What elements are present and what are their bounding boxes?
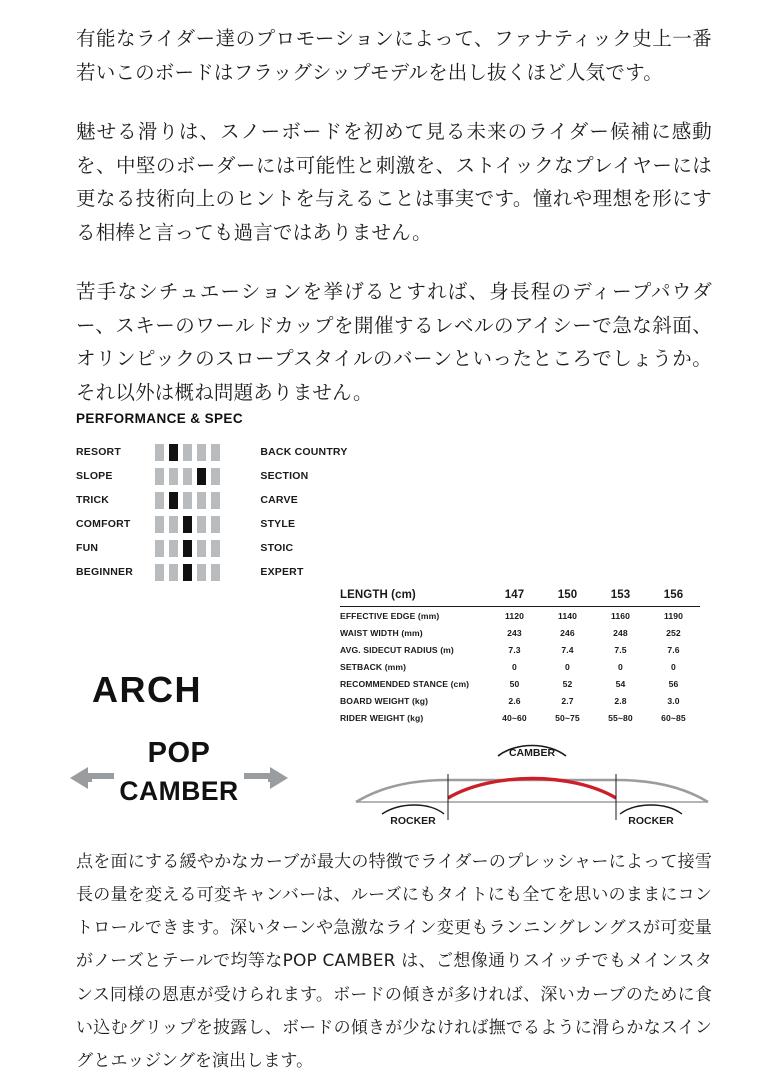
slider-bar bbox=[183, 492, 192, 509]
performance-slider-row bbox=[76, 440, 362, 464]
slider-label-left: TRICK bbox=[76, 494, 110, 506]
slider-bar bbox=[211, 540, 220, 557]
outro-copy bbox=[76, 846, 712, 1078]
spec-row-label: RECOMMENDED STANCE (cm) bbox=[340, 678, 470, 689]
performance-slider-row bbox=[76, 536, 362, 560]
slider-bar bbox=[197, 516, 206, 533]
slider-bars bbox=[155, 536, 246, 560]
performance-slider-row bbox=[76, 488, 362, 512]
spec-cell: 1160 bbox=[610, 610, 631, 621]
slider-bar bbox=[183, 444, 192, 461]
slider-label-left: COMFORT bbox=[76, 518, 131, 530]
slider-bar bbox=[197, 540, 206, 557]
spec-header-col-0: 147 bbox=[488, 584, 541, 607]
slider-bar bbox=[169, 516, 178, 533]
spec-cell: 7.3 bbox=[508, 644, 521, 655]
spec-cell: 7.6 bbox=[667, 644, 680, 655]
slider-bar bbox=[211, 444, 220, 461]
spec-cell: 0 bbox=[618, 661, 623, 672]
spec-header-col-2: 153 bbox=[594, 584, 647, 607]
spec-cell: 60~85 bbox=[661, 712, 686, 723]
spec-cell: 246 bbox=[560, 627, 575, 638]
slider-label-left: BEGINNER bbox=[76, 566, 134, 578]
performance-slider-row bbox=[76, 512, 362, 536]
spec-table-row bbox=[340, 692, 700, 709]
spec-cell: 0 bbox=[512, 661, 517, 672]
spec-table-row bbox=[340, 624, 700, 641]
slider-bar bbox=[155, 468, 164, 485]
spec-row-label: AVG. SIDECUT RADIUS (m) bbox=[340, 644, 454, 655]
spec-cell: 52 bbox=[562, 678, 573, 689]
spec-table-row bbox=[340, 641, 700, 658]
slider-bars bbox=[155, 560, 246, 584]
spec-cell: 1190 bbox=[663, 610, 684, 621]
slider-label-right: CARVE bbox=[260, 494, 298, 506]
spec-cell: 3.0 bbox=[667, 695, 680, 706]
slider-bar bbox=[197, 564, 206, 581]
spec-table-row bbox=[340, 675, 700, 692]
spec-cell: 0 bbox=[565, 661, 570, 672]
spec-table-row bbox=[340, 658, 700, 675]
spec-cell: 1140 bbox=[557, 610, 578, 621]
spec-cell: 243 bbox=[507, 627, 522, 638]
slider-bar-active bbox=[169, 444, 178, 461]
slider-bar bbox=[211, 516, 220, 533]
performance-section-title: PERFORMANCE & SPEC bbox=[76, 411, 243, 426]
slider-bar-active bbox=[183, 540, 192, 557]
spec-cell: 2.8 bbox=[614, 695, 627, 706]
camber-arc-path bbox=[448, 779, 616, 799]
slider-bar bbox=[197, 444, 206, 461]
board-outline-path bbox=[356, 780, 708, 802]
slider-bar-active bbox=[197, 468, 206, 485]
slider-bars bbox=[155, 440, 246, 464]
slider-bar bbox=[183, 468, 192, 485]
rocker-bracket-right-icon bbox=[620, 805, 682, 814]
slider-bar bbox=[211, 564, 220, 581]
spec-cell: 55~80 bbox=[608, 712, 633, 723]
spec-header-label: LENGTH (cm) bbox=[340, 584, 488, 607]
intro-paragraph-2: 魅せる滑りは、スノーボードを初めて見る未来のライダー候補に感動を、中堅のボーダーには可能性と刺激を、ストイックなプレイヤーには更なる技術向上のヒントを与えることは事実です。憧れや理想を形にする相棒と言っても過言ではありません。 bbox=[76, 120, 712, 244]
camber-profile-diagram bbox=[352, 724, 712, 828]
slider-bar bbox=[169, 564, 178, 581]
slider-label-right: STOIC bbox=[260, 542, 294, 554]
spec-cell: 2.6 bbox=[508, 695, 521, 706]
slider-bar bbox=[169, 540, 178, 557]
slider-bar-active bbox=[183, 564, 192, 581]
slider-bar bbox=[211, 468, 220, 485]
spec-row-label: RIDER WEIGHT (kg) bbox=[340, 712, 424, 723]
intro-copy bbox=[76, 22, 712, 409]
slider-label-right: EXPERT bbox=[260, 566, 304, 578]
slider-label-left: SLOPE bbox=[76, 470, 113, 482]
slider-label-right: STYLE bbox=[260, 518, 296, 530]
slider-label-left: FUN bbox=[76, 542, 99, 554]
outro-paragraph: 点を面にする緩やかなカーブが最大の特徴でライダーのプレッシャーによって接雪長の量を変える可変キャンバーは、ルーズにもタイトにも全てを思いのままにコントロールできます。深いターンや急激なライン変更もランニングレングスが可変量がノーズとテールで均等なPOP CAMBER は、ご想像通りスイッチでもメインスタンス同様の恩恵が受けられます。ボードの傾きが多ければ、深いカーブのために食い込むグリップを披露し、ボードの傾きが少なければ撫でるように滑らかなスイングとエッジングを演出します。 bbox=[76, 852, 712, 1071]
slider-bar-active bbox=[169, 492, 178, 509]
pop-camber-line2: CAMBER bbox=[119, 776, 239, 806]
slider-bar-active bbox=[183, 516, 192, 533]
performance-slider-table bbox=[76, 440, 362, 584]
spec-cell: 50 bbox=[509, 678, 520, 689]
spec-cell: 50~75 bbox=[555, 712, 580, 723]
spec-cell: 252 bbox=[666, 627, 681, 638]
slider-bar bbox=[211, 492, 220, 509]
performance-slider-row bbox=[76, 464, 362, 488]
spec-row-label: EFFECTIVE EDGE (mm) bbox=[340, 610, 440, 621]
spec-cell: 2.7 bbox=[561, 695, 574, 706]
spec-table-header-row bbox=[340, 584, 700, 607]
slider-bar bbox=[155, 540, 164, 557]
spec-table bbox=[340, 584, 700, 726]
arch-title: ARCH bbox=[92, 669, 202, 710]
spec-cell: 248 bbox=[613, 627, 628, 638]
slider-bar bbox=[155, 564, 164, 581]
slider-bar bbox=[197, 492, 206, 509]
slider-bar bbox=[155, 516, 164, 533]
spec-cell: 56 bbox=[668, 678, 679, 689]
spec-table-row bbox=[340, 607, 700, 625]
spec-cell: 7.5 bbox=[614, 644, 627, 655]
performance-slider-row bbox=[76, 560, 362, 584]
spec-row-label: BOARD WEIGHT (kg) bbox=[340, 695, 429, 706]
pop-camber-line1: POP bbox=[147, 737, 211, 769]
spec-header-col-3: 156 bbox=[647, 584, 700, 607]
spec-cell: 7.4 bbox=[561, 644, 574, 655]
slider-bar bbox=[169, 468, 178, 485]
pop-camber-badge bbox=[70, 735, 288, 821]
camber-label: CAMBER bbox=[508, 747, 556, 759]
slider-bar bbox=[155, 444, 164, 461]
intro-paragraph-1: 有能なライダー達のプロモーションによって、ファナティック史上一番若いこのボードはフラッグシップモデルを出し抜くほど人気です。 bbox=[76, 27, 712, 84]
slider-bars bbox=[155, 512, 246, 536]
spec-cell: 0 bbox=[671, 661, 676, 672]
intro-paragraph-3: 苦手なシチュエーションを挙げるとすれば、身長程のディープパウダー、スキーのワールドカップを開催するレベルのアイシーで急な斜面、オリンピックのスロープスタイルのバーンといったところでしょうか。それ以外は概ね問題ありません。 bbox=[76, 280, 712, 404]
spec-row-label: WAIST WIDTH (mm) bbox=[340, 627, 423, 638]
rocker-bracket-left-icon bbox=[382, 805, 444, 814]
slider-label-right: SECTION bbox=[260, 470, 309, 482]
slider-label-left: RESORT bbox=[76, 446, 121, 458]
slider-label-right: BACK COUNTRY bbox=[260, 446, 348, 458]
spec-cell: 1120 bbox=[504, 610, 525, 621]
rocker-label-left: ROCKER bbox=[390, 815, 436, 827]
slider-bar bbox=[155, 492, 164, 509]
spec-header-col-1: 150 bbox=[541, 584, 594, 607]
rocker-label-right: ROCKER bbox=[628, 815, 674, 827]
spec-cell: 40~60 bbox=[502, 712, 527, 723]
spec-cell: 54 bbox=[615, 678, 626, 689]
slider-bars bbox=[155, 488, 246, 512]
spec-row-label: SETBACK (mm) bbox=[340, 661, 407, 672]
slider-bars bbox=[155, 464, 246, 488]
